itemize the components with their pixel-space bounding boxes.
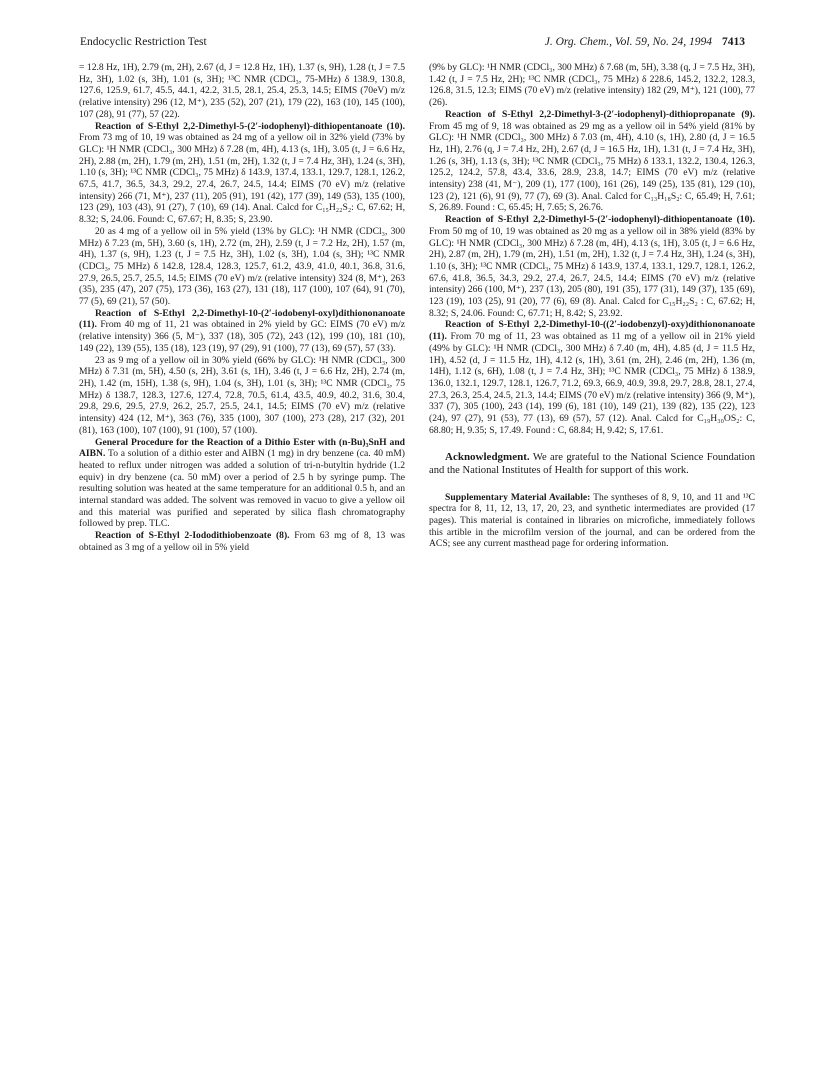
paragraph-body: From 50 mg of 10, 19 was obtained as 20 mg as a yellow oil in 38% yield (83% by GLC): ¹H NMR (CDCl₃, 300 MHz) δ 7.28 (m, 4H), 4.13 (s, 1H), 3.05 (t, J = 6.6 Hz, 2H), 2.87 (m, 2H), 1.79 (m, 2H), 1.51 (m, 2H), 1.32 (t, J = 7.4 Hz, 3H), 1.24 (s, 3H), 1.10 (s, 3H); ¹³C NMR (CDCl₃, 75 MHz) δ 143.9, 137.4, 133.1, 129.7, 128.1, 126.2, 67.6, 41.8, 36.5, 34.3, 29.2, 27.4, 26.7, 24.5, 14.4; EIMS (70 eV) m/z (relative intensity) 266 (100, M⁺), 237 (13), 205 (80), 191 (35), 177 (31), 149 (37), 135 (69), 123 (19), 103 (25), 91 (20), 77 (6), 69 (8). Anal. Calcd for C₁₅H₂₂S₂ : C, 67.62; H, 8.32; S, 24.06. Found: C, 67.71; H, 8.42; S, 23.92. (429, 225, 755, 319)
paragraph-title: Reaction of S-Ethyl 2,2-Dimethyl-10-(2′-iodobenyl-oxyl)dithiononanoate (11). (79, 307, 405, 331)
paragraph-body: 20 as 4 mg of a yellow oil in 5% yield (13% by GLC): ¹H NMR (CDCl₃, 300 MHz) δ 7.23 (m, 5H), 3.60 (s, 1H), 2.72 (m, 2H), 2.59 (t, J = 7.2 Hz, 2H), 1.57 (m, 4H), 1.37 (s, 9H), 1.23 (t, J = 7.5 Hz, 3H), 1.02 (s, 3H), 1.04 (s, 3H); ¹³C NMR (CDCl₃, 75 MHz) δ 142.8, 128.4, 128.3, 125.7, 61.2, 43.9, 41.0, 40.1, 36.8, 31.6, 27.9, 26.5, 25.7, 25.5, 14.5; EIMS (70 eV) m/z (relative intensity) 324 (8, M⁺), 263 (35), 235 (47), 207 (75), 173 (36), 163 (27), 131 (18), 117 (100), 107 (64), 91 (70), 77 (5), 69 (21), 57 (50). (79, 225, 405, 308)
paragraph-title: General Procedure for the Reaction of a Dithio Ester with (n-Bu)₃SnH and AIBN. (79, 436, 405, 460)
page-number: 7413 (722, 36, 745, 48)
paragraph-title: Reaction of S-Ethyl 2,2-Dimethyl-3-(2′-iodophenyl)-dithiopropanate (9). (445, 108, 755, 120)
paragraph (79, 308, 405, 355)
supplementary-body: The syntheses of 8, 9, 10, and 11 and ¹³C spectra for 8, 11, 12, 13, 17, 20, 23, and synthetic intermediates are provided (17 pages). This material is contained in libraries on microfiche, immediately follows this artible in the microfilm version of the journal, and can be ordered from the ACS; see any current masthead page for ordering information. (429, 491, 755, 550)
paragraph (429, 62, 755, 109)
running-title: Endocyclic Restriction Test (80, 36, 207, 48)
left-column (79, 62, 405, 554)
paragraph-body: From 63 mg of 8, 13 was obtained as 3 mg of a yellow oil in 5% yield (79, 530, 406, 553)
paragraph-body: = 12.8 Hz, 1H), 2.79 (m, 2H), 2.67 (d, J = 12.8 Hz, 1H), 1.37 (s, 9H), 1.28 (t, J = 7.5 Hz, 3H), 1.02 (s, 3H), 1.01 (s, 3H); ¹³C NMR (CDCl₃, 75-MHz) δ 138.9, 130.8, 127.6, 125.9, 61.7, 45.5, 44.1, 42.2, 31.5, 28.1, 25.4, 25.3, 14.5; EIMS (70eV) m/z (relative intensity) 296 (12, M⁺), 235 (52), 207 (21), 179 (22), 163 (10), 145 (100), 107 (28), 91 (77), 57 (22). (79, 62, 405, 120)
paragraph (79, 437, 405, 531)
paragraph (79, 355, 405, 437)
right-column (429, 62, 755, 550)
paragraph (79, 121, 405, 226)
journal-name: J. Org. Chem., Vol. 59, No. 24, 1994 (544, 36, 712, 48)
paragraph-body: From 45 mg of 9, 18 was obtained as 29 mg as a yellow oil in 54% yield (81% by GLC): ¹H NMR (CDCl₃, 300 MHz) δ 7.03 (m, 4H), 4.10 (s, 1H), 2.80 (d, J = 16.5 Hz, 1H), 2.76 (q, J = 7.4 Hz, 2H), 2.67 (d, J = 16.5 Hz, 1H), 1.31 (t, J = 7.4 Hz, 3H), 1.26 (s, 3H), 1.13 (s, 3H); ¹³C NMR (CDCl₃, 75 MHz) δ 133.1, 132.2, 130.4, 126.3, 125.2, 124.2, 57.8, 43.4, 33.6, 28.9, 23.8, 14.7; EIMS (70 eV) m/z (relative intensity) 238 (41, M⁻), 209 (1), 177 (100), 161 (26), 149 (25), 135 (81), 129 (10), 123 (2), 121 (6), 91 (9), 77 (7), 69 (3). Anal. Calcd for C₁₃H₁₈S₂: C, 65.49; H, 7.61; S, 26.89. Found : C, 65.45; H, 7.65; S, 26.76. (429, 120, 755, 214)
journal-citation (545, 36, 745, 48)
paragraph (79, 530, 405, 553)
paragraph-body: (9% by GLC): ¹H NMR (CDCl₃, 300 MHz) δ 7.68 (m, 5H), 3.38 (q, J = 7.5 Hz, 3H), 1.42 (t, J = 7.5 Hz, 2H); ¹³C NMR (CDCl₃, 75 MHz) δ 228.6, 145.2, 132.2, 128.3, 126.8, 31.5, 12.3; EIMS (70 eV) m/z (relative intensity) 182 (29, M⁺), 121 (100), 77 (26). (429, 62, 755, 109)
paragraph-body: 23 as 9 mg of a yellow oil in 30% yield (66% by GLC): ¹H NMR (CDCl₃, 300 MHz) δ 7.31 (m, 5H), 4.50 (s, 2H), 3.61 (s, 1H), 3.46 (t, J = 6.6 Hz, 2H), 2.74 (m, 2H), 1.42 (m, 15H), 1.38 (s, 9H), 1.04 (s, 3H), 1.01 (s, 3H); ¹³C NMR (CDCl₃, 75 MHz) δ 138.7, 128.3, 127.6, 127.4, 72.8, 70.5, 61.4, 43.5, 40.9, 40.2, 31.6, 30.4, 29.8, 29.6, 29.5, 27.9, 26.2, 25.7, 25.5, 24.1, 14.5; EIMS (70 eV) m/z (relative intensity) 424 (12, M⁺), 363 (76), 335 (100), 307 (100), 273 (28), 217 (32), 201 (81), 163 (100), 107 (100), 91 (100), 57 (100). (79, 354, 405, 436)
acknowledgment-body: We are grateful to the National Science Foundation and the National Institutes of Health for support of this work. (429, 451, 755, 476)
paragraph (429, 319, 755, 436)
paragraph-title: Reaction of S-Ethyl 2,2-Dimethyl-10-((2′-iodobenzyl)-oxy)dithiononanoate (11). (429, 319, 755, 343)
paragraph-body: From 73 mg of 10, 19 was obtained as 24 mg of a yellow oil in 32% yield (73% by GLC): ¹H NMR (CDCl₃, 300 MHz) δ 7.28 (m, 4H), 4.13 (s, 1H), 3.05 (t, J = 6.6 Hz, 2H), 2.88 (m, 2H), 1.79 (m, 2H), 1.51 (m, 2H), 1.32 (t, J = 7.4 Hz, 3H), 1.24 (s, 3H), 1.10 (s, 3H); ¹³C NMR (CDCl₃, 75 MHz) δ 143.9, 137.4, 133.1, 129.7, 128.1, 126.2, 67.5, 41.7, 36.5, 34.3, 29.2, 27.4, 26.7, 24.5, 14.4; EIMS (70 eV) m/z (relative intensity) 266 (71, M⁺), 237 (11), 205 (91), 191 (42), 177 (39), 149 (53), 135 (100), 123 (29), 103 (43), 91 (27), 7 (10), 69 (14). Anal. Calcd for C₁₅H₂₂S₂: C, 67.62; H, 8.32; S, 24.06. Found: C, 67.67; H, 8.35; S, 23.90. (79, 132, 405, 226)
paragraph-body: From 40 mg of 11, 21 was obtained in 2% yield by GC: EIMS (70 eV) m/z (relative intensity) 366 (5, M⁻), 337 (18), 305 (72), 243 (12), 199 (10), 181 (10), 149 (22), 139 (55), 135 (18), 123 (19), 97 (29), 91 (100), 77 (13), 69 (57), 57 (33). (79, 319, 405, 354)
paragraph-title: Reaction of S-Ethyl 2,2-Dimethyl-5-(2′-iodophenyl)-dithiopentanoate (10). (445, 214, 755, 226)
paragraph-title: Reaction of S-Ethyl 2,2-Dimethyl-5-(2′-iodophenyl)-dithiopentanoate (10). (95, 120, 405, 132)
acknowledgment (429, 451, 755, 478)
paragraph (79, 226, 405, 308)
supplementary-title: Supplementary Material Available: (445, 491, 591, 503)
paragraph (429, 109, 755, 214)
page-header (80, 36, 745, 52)
paragraph-title: Reaction of S-Ethyl 2-Iododithiobenzoate (8). (95, 530, 290, 542)
paragraph (79, 62, 405, 121)
paragraph-body: To a solution of a dithio ester and AIBN (1 mg) in dry benzene (ca. 40 mM) heated to reflux under nitrogen was added a solution of tri-n-butyltin hydride (1.2 equiv) in dry benzene (ca. 50 mM) over a period of 2.5 h by syringe pump. The resulting solution was heated at the same temperature for an additional 0.5 h, and an internal standard was added. The solvent was removed in vacuo to give a yellow oil and this material was purified and seperated by silica flash chromatography followed by prep. TLC. (79, 448, 405, 530)
supplementary-material (429, 492, 755, 551)
paragraph (429, 214, 755, 319)
acknowledgment-title: Acknowledgment. (445, 450, 530, 463)
paragraph-body: From 70 mg of 11, 23 was obtained as 11 mg of a yellow oil in 21% yield (49% by GLC): ¹H NMR (CDCl₃, 300 MHz) δ 7.40 (m, 4H), 4.85 (d, J = 11.5 Hz, 1H), 4.52 (d, J = 11.5 Hz, 1H), 4.12 (s, 1H), 3.61 (m, 2H), 2.46 (m, 2H), 1.36 (m, 14H), 1.12 (s, 6H), 1.08 (t, J = 7.4 Hz, 3H); ¹³C NMR (CDCl₃, 75 MHz) δ 138.9, 136.0, 132.1, 129.7, 128.1, 126.7, 71.2, 69.3, 66.9, 40.9, 39.8, 29.7, 28.8, 28.1, 27.4, 27.3, 26.3, 25.4, 24.5, 21.3, 14.4; EIMS (70 eV) m/z (relative intensity) 366 (9, M⁺), 337 (7), 305 (100), 243 (14), 199 (6), 181 (10), 149 (21), 139 (82), 135 (22), 123 (24), 97 (27), 91 (53), 77 (13), 69 (57), 57 (12). Anal. Calcd for C₁₉H₃₀OS₂: C, 68.80; H, 9.35; S, 17.49. Found : C, 68.84; H, 9.42; S, 17.61. (429, 331, 755, 436)
